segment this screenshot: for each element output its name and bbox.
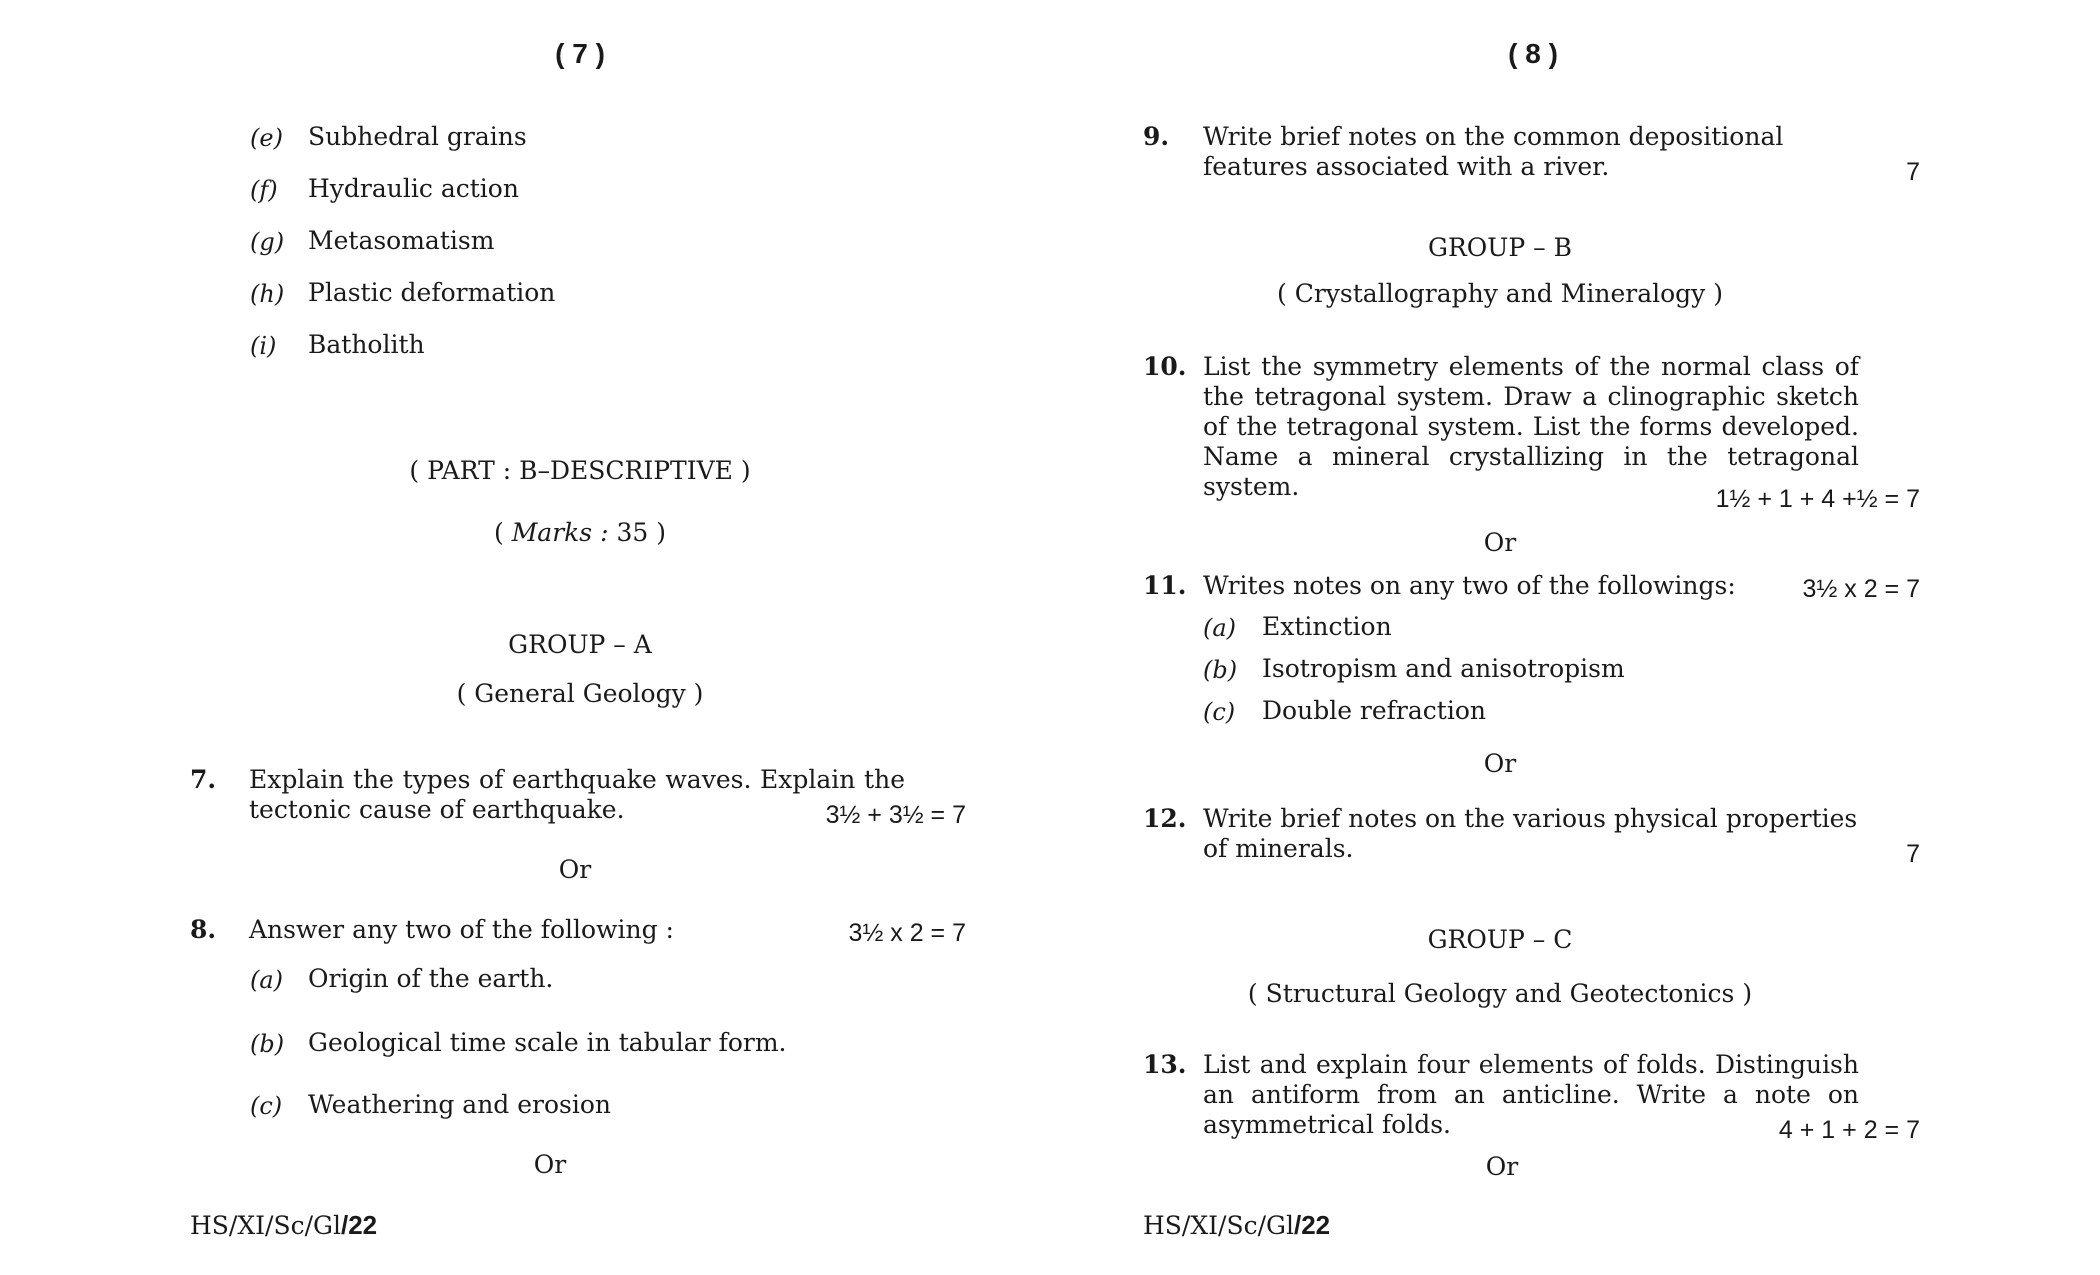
option-text: Extinction	[1262, 612, 1392, 641]
item-text: Subhedral grains	[308, 122, 527, 151]
option-text: Weathering and erosion	[308, 1090, 612, 1119]
or-separator: Or	[1485, 1152, 1519, 1181]
item-text: Plastic deformation	[308, 278, 556, 307]
question-number: 12.	[1143, 804, 1187, 833]
or-separator: Or	[533, 1150, 567, 1179]
question-marks: 3½ x 2 = 7	[848, 919, 966, 947]
or-separator: Or	[558, 855, 592, 884]
item-text: Hydraulic action	[308, 174, 519, 203]
option-label: (b)	[250, 1030, 285, 1058]
option-label: (a)	[1203, 614, 1237, 642]
part-heading: ( PART : B–DESCRIPTIVE )	[409, 456, 751, 485]
question-marks: 1½ + 1 + 4 +½ = 7	[1715, 485, 1920, 513]
marks-heading: ( Marks : 35 )	[494, 518, 666, 547]
question-marks: 3½ x 2 = 7	[1802, 575, 1920, 603]
option-label: (b)	[1203, 656, 1238, 684]
group-subtitle: ( General Geology )	[456, 679, 704, 708]
item-text: Batholith	[308, 330, 425, 359]
item-label: (e)	[250, 124, 283, 152]
or-separator: Or	[1483, 528, 1517, 557]
question-marks: 7	[1906, 840, 1920, 868]
question-number: 13.	[1143, 1050, 1187, 1079]
option-label: (c)	[250, 1092, 283, 1120]
question-number: 11.	[1143, 571, 1187, 600]
item-label: (g)	[250, 228, 285, 256]
question-number: 9.	[1143, 122, 1170, 151]
or-separator: Or	[1483, 749, 1517, 778]
group-title: GROUP – B	[1428, 233, 1572, 262]
option-text: Double refraction	[1262, 696, 1486, 725]
question-text: List the symmetry elements of the normal class of the tetragonal system. Draw a clinographic sketch of the tetragonal system. List the forms developed. Name a mineral crystallizing in the tetragonal system.	[1203, 352, 1859, 501]
option-text: Origin of the earth.	[308, 964, 554, 993]
group-title: GROUP – A	[508, 630, 652, 659]
option-label: (a)	[250, 966, 284, 994]
question-text: Write brief notes on the various physical properties of minerals.	[1203, 804, 1858, 863]
question-number: 10.	[1143, 352, 1187, 381]
item-text: Metasomatism	[308, 226, 495, 255]
question-text: Explain the types of earthquake waves. Explain the tectonic cause of earthquake.	[249, 765, 905, 824]
question-marks: 7	[1906, 158, 1920, 186]
question-text: List and explain four elements of folds. Distinguish an antiform from an anticline. Write a note on asymmetrical folds.	[1203, 1050, 1859, 1139]
question-text: Write brief notes on the common depositional features associated with a river.	[1203, 122, 1784, 181]
group-title: GROUP – C	[1427, 925, 1573, 954]
item-label: (f)	[250, 176, 278, 204]
question-text: Writes notes on any two of the followings:	[1203, 571, 1736, 600]
question-text: Answer any two of the following :	[249, 915, 674, 944]
item-label: (i)	[250, 332, 277, 360]
page-number: ( 7 )	[555, 38, 605, 69]
question-marks: 3½ + 3½ = 7	[825, 801, 966, 829]
footer-code: HS/XI/Sc/Gl/22	[190, 1210, 378, 1240]
question-number: 7.	[190, 765, 217, 794]
option-text: Geological time scale in tabular form.	[308, 1028, 787, 1057]
footer-code: HS/XI/Sc/Gl/22	[1143, 1210, 1331, 1240]
group-subtitle: ( Structural Geology and Geotectonics )	[1247, 979, 1753, 1008]
option-label: (c)	[1203, 698, 1236, 726]
group-subtitle: ( Crystallography and Mineralogy )	[1277, 279, 1723, 308]
question-number: 8.	[190, 915, 217, 944]
option-text: Isotropism and anisotropism	[1262, 654, 1625, 683]
item-label: (h)	[250, 280, 285, 308]
question-marks: 4 + 1 + 2 = 7	[1778, 1116, 1920, 1144]
page-number: ( 8 )	[1508, 38, 1558, 69]
